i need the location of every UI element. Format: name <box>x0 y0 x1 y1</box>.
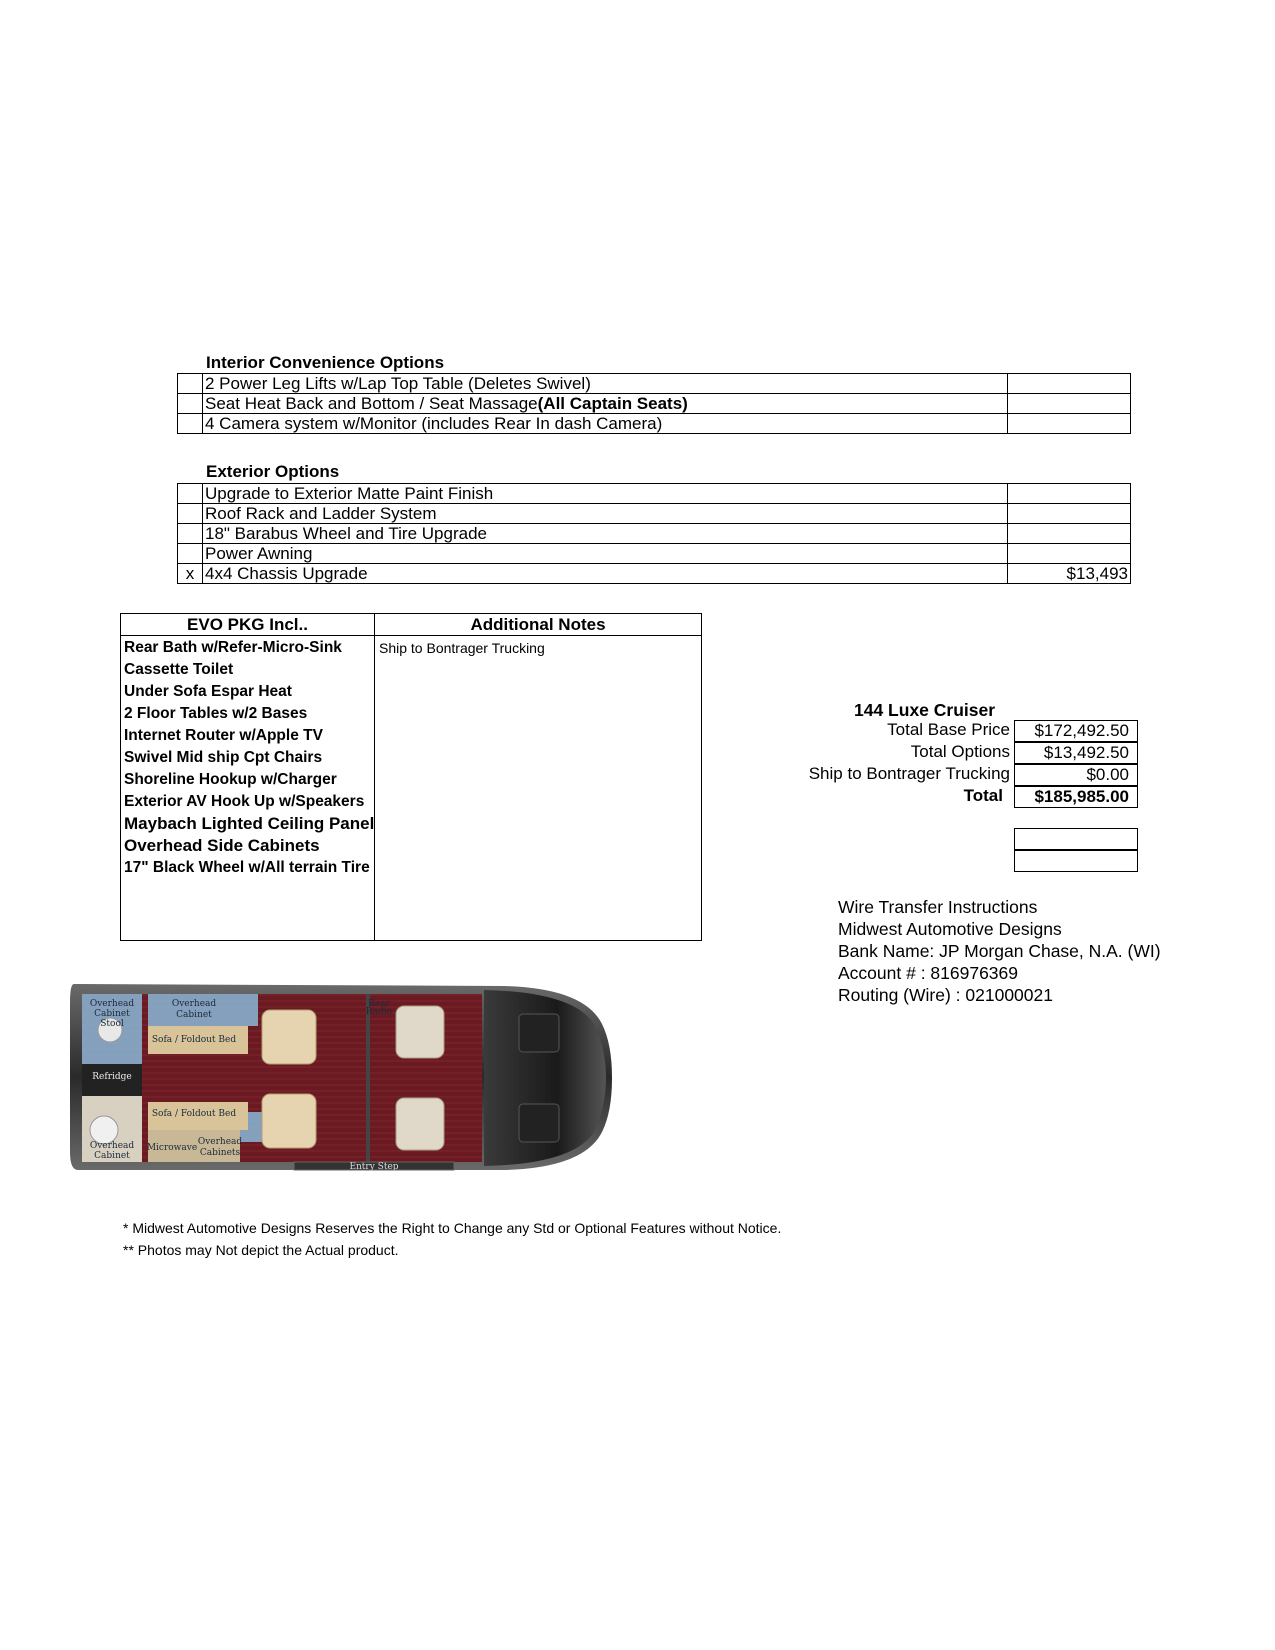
toilet-shape <box>90 1116 118 1144</box>
option-check[interactable] <box>178 394 203 414</box>
list-item: Swivel Mid ship Cpt Chairs <box>124 749 323 766</box>
wire-instructions <box>838 896 1161 1006</box>
option-label: 4x4 Chassis Upgrade <box>203 564 1008 584</box>
interior-title: Interior Convenience Options <box>206 353 445 372</box>
option-check[interactable] <box>178 374 203 394</box>
option-check[interactable] <box>178 414 203 434</box>
wire-line: Wire Transfer Instructions <box>838 897 1038 917</box>
evo-header: EVO PKG Incl.. <box>187 615 308 634</box>
floorplan-label: Sofa / Foldout Bed <box>151 1109 237 1119</box>
blank-box[interactable] <box>1014 828 1138 850</box>
floorplan-label: Entry Step <box>349 1162 399 1172</box>
blank-box[interactable] <box>1014 850 1138 872</box>
list-item: Under Sofa Espar Heat <box>124 683 292 700</box>
table-row <box>178 414 1131 434</box>
option-label: 18" Barabus Wheel and Tire Upgrade <box>203 524 1008 544</box>
table-row <box>178 374 1131 394</box>
list-item: Internet Router w/Apple TV <box>124 727 323 744</box>
option-price <box>1008 394 1131 414</box>
table-row <box>178 394 1131 414</box>
floorplan-label: Microwave <box>146 1143 198 1153</box>
floorplan-label: Stool <box>100 1019 124 1029</box>
total-value: $185,985.00 <box>1014 786 1138 808</box>
mirror-vent <box>519 1104 559 1142</box>
mirror-vent <box>519 1014 559 1052</box>
ship-label: Ship to Bontrager Trucking <box>808 764 1010 783</box>
front-seat <box>396 1006 444 1058</box>
option-label: 4 Camera system w/Monitor (includes Rear In dash Camera) <box>203 414 1008 434</box>
captain-chair <box>262 1094 316 1148</box>
partition <box>366 994 370 1162</box>
option-label-bold: (All Captain Seats) <box>537 394 688 413</box>
option-price <box>1008 414 1131 434</box>
option-check[interactable] <box>178 484 203 504</box>
option-price: $13,493 <box>1008 564 1131 584</box>
option-check[interactable] <box>178 524 203 544</box>
floorplan-label: Rear <box>368 999 390 1009</box>
wire-line: Account # : 816976369 <box>838 963 1019 983</box>
front-seat <box>396 1098 444 1150</box>
list-item: 2 Floor Tables w/2 Bases <box>124 705 308 722</box>
divider <box>121 635 701 636</box>
footnote: * Midwest Automotive Designs Reserves the Right to Change any Std or Optional Features without Notice. <box>123 1220 782 1236</box>
floorplan-label: Refridge <box>92 1072 132 1082</box>
van-floorplan-illustration <box>64 962 616 1194</box>
option-label: 2 Power Leg Lifts w/Lap Top Table (Deletes Swivel) <box>203 374 1008 394</box>
option-label: Upgrade to Exterior Matte Paint Finish <box>203 484 1008 504</box>
floorplan-label: Cabinet <box>94 1151 130 1161</box>
option-label: Power Awning <box>203 544 1008 564</box>
wire-line: Routing (Wire) : 021000021 <box>838 985 1053 1005</box>
list-item: Exterior AV Hook Up w/Speakers <box>124 793 365 810</box>
list-item: Cassette Toilet <box>124 661 234 678</box>
option-price <box>1008 524 1131 544</box>
list-item: Overhead Side Cabinets <box>124 836 320 855</box>
wire-line: Bank Name: JP Morgan Chase, N.A. (WI) <box>838 941 1161 961</box>
notes-header: Additional Notes <box>470 615 606 634</box>
floorplan-label: Radio <box>365 1007 393 1017</box>
model-name: 144 Luxe Cruiser <box>854 700 996 720</box>
floorplan-label: Overhead <box>197 1137 243 1147</box>
option-price <box>1008 374 1131 394</box>
table-row <box>178 484 1131 504</box>
wire-line: Midwest Automotive Designs <box>838 919 1062 939</box>
table-row <box>178 544 1131 564</box>
option-check[interactable]: x <box>178 564 203 584</box>
options-label: Total Options <box>910 742 1010 761</box>
base-price-label: Total Base Price <box>887 720 1010 739</box>
ship-value: $0.00 <box>1014 764 1138 786</box>
list-item: Maybach Lighted Ceiling Panel <box>124 814 375 833</box>
total-label: Total <box>963 786 1003 805</box>
list-item: Shoreline Hookup w/Charger <box>124 771 337 788</box>
option-price <box>1008 504 1131 524</box>
additional-note: Ship to Bontrager Trucking <box>379 640 545 656</box>
evo-items-list <box>124 637 374 879</box>
floorplan-label: Overhead <box>171 999 217 1009</box>
list-item: 17" Black Wheel w/All terrain Tire <box>124 859 370 876</box>
table-row <box>178 524 1131 544</box>
floorplan-label: Overhead <box>89 999 135 1009</box>
option-check[interactable] <box>178 504 203 524</box>
floorplan-label: Cabinets <box>199 1148 241 1158</box>
captain-chair <box>262 1010 316 1064</box>
floorplan-label: Sofa / Foldout Bed <box>151 1035 237 1045</box>
option-check[interactable] <box>178 544 203 564</box>
exterior-title: Exterior Options <box>206 462 340 481</box>
evo-package-box <box>120 613 702 941</box>
option-label: Roof Rack and Ladder System <box>203 504 1008 524</box>
floorplan-label: Overhead <box>89 1141 135 1151</box>
options-value: $13,492.50 <box>1014 742 1138 764</box>
interior-options-table <box>177 373 1131 434</box>
list-item: Rear Bath w/Refer-Micro-Sink <box>124 639 342 656</box>
floorplan-label: Cabinet <box>176 1010 212 1020</box>
option-label <box>203 394 1008 414</box>
exterior-options-table <box>177 483 1131 584</box>
floorplan-label: Cabinet <box>94 1009 130 1019</box>
table-row <box>178 564 1131 584</box>
base-price-value: $172,492.50 <box>1014 720 1138 742</box>
option-price <box>1008 544 1131 564</box>
table-row <box>178 504 1131 524</box>
option-price <box>1008 484 1131 504</box>
footnote: ** Photos may Not depict the Actual product. <box>123 1242 399 1258</box>
option-label-text: Seat Heat Back and Bottom / Seat Massage <box>205 394 538 413</box>
